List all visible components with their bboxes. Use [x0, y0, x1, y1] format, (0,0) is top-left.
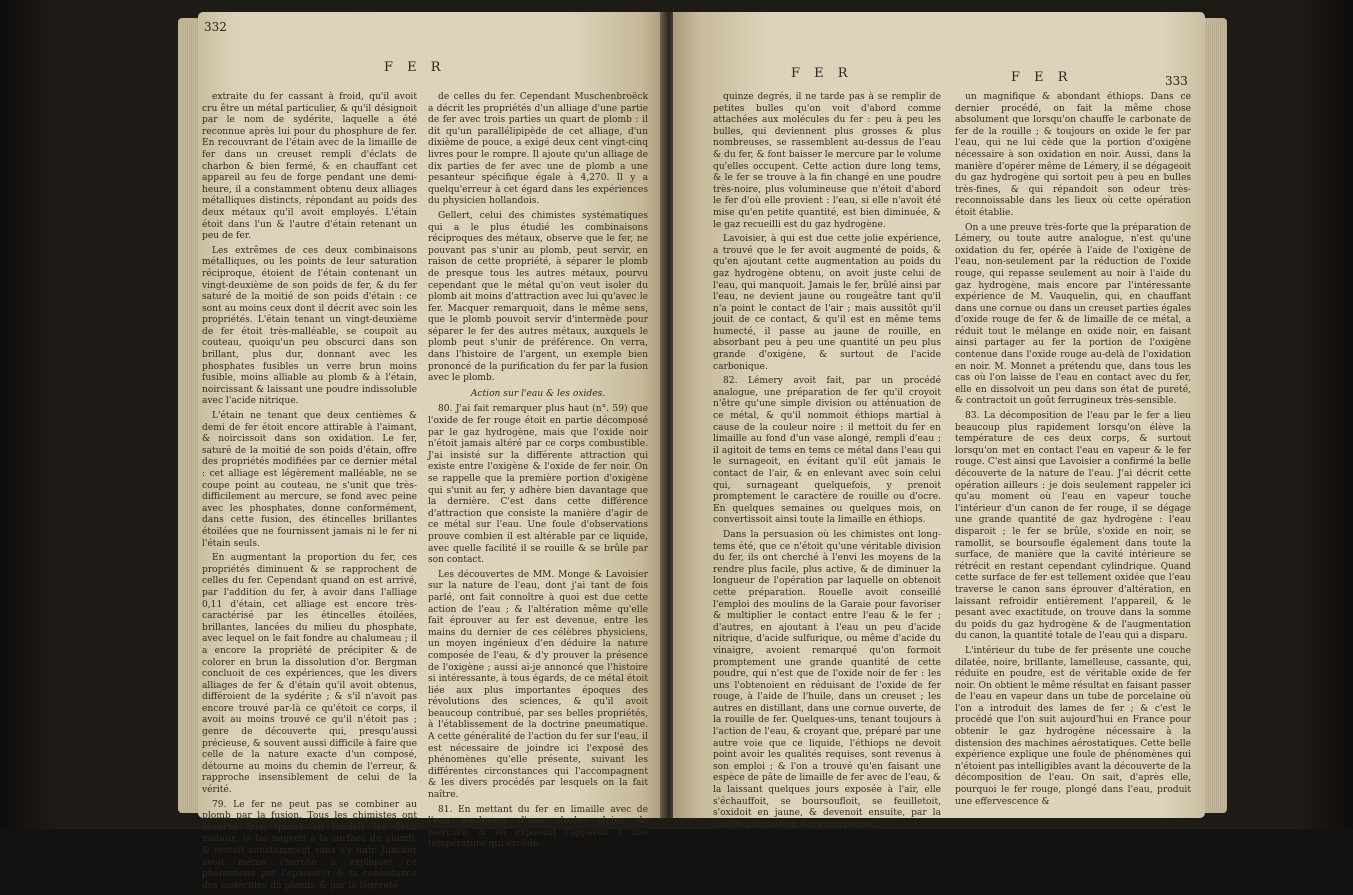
- paragraph: 82. Lémery avoit fait, par un procédé analogue, une préparation de fer qu'il croyoit n'être qu'une simple division ou atténuation de ce métal, & qu'il nommoit éthiops martial à cause de la couleur noire : il mettoit du fer en limaille au fond d'un vase alongé, rempli d'eau ; il agitoit de tems en tems ce métal dans l'eau qui le surnageoit, en évitant qu'il eût jamais le contact de l'air, & en enlevant avec soin celui qui, surnageant quelquefois, y prenoit promptement le caractère de rouille ou d'ocre. En quelques semaines ou quelques mois, on convertissoit ainsi toute la limaille en éthiops.: [713, 376, 941, 526]
- paragraph: En augmentant la proportion du fer, ces propriétés diminuent & se rapprochent de celles du fer. Cependant quand on est arrivé, par l'addition du fer, à avoir dans l'alliage 0,11 d'étain, cet alliage est encore très-caractérisé par les étincelles étoilées, brillantes, lancées du milieu du phosphate, avec lequel on le fait fondre au chalumeau ; il a encore la propriété de précipiter & de colorer en brun la dissolution d'or. Bergman concluoit de ces expériences, que les divers alliages de fer & d'étain qu'il avoit obtenus, différoient de la sydérite ; & s'il n'avoit pas encore trouvé par-là ce qu'étoit ce corps, il avoit au moins trouvé ce qu'il n'étoit pas ; genre de découverte qui, presqu'aussi précieuse, & souvent aussi difficile à faire que celle de la nature exacte d'un composé, détourne au moins du chemin de l'erreur, & rapproche insensiblement de celui de la vérité.: [202, 553, 417, 796]
- paragraph: quinze degrés, il ne tarde pas à se remplir de petites bulles qu'on voit d'abord comme attachées aux molécules du fer : peu à peu les bulles, qui deviennent plus grosses & plus nombreuses, se rassemblent au-dessus de l'eau & du fer, & font baisser le mercure par le volume qu'elles occupent. Cette action dure long tems, & le fer se trouve à la fin changé en une poudre très-noire, plus volumineuse que n'étoit d'abord le fer d'où elle provient : l'eau, si elle n'avoit été mise qu'en petite quantité, est bien diminuée, & le gaz recueilli est du gaz hydrogène.: [713, 92, 941, 230]
- right-page-number: 333: [1165, 74, 1188, 88]
- paragraph: de celles du fer. Cependant Muschenbroëck a décrit les propriétés d'un alliage d'une partie de fer avec trois parties un quart de plomb : il dit qu'un parallélipipède de cet alliage, d'un dixième de pouce, a exigé deux cent vingt-cinq livres pour le rompre. Il ajoute qu'un alliage de dix parties de fer avec une de plomb a une pesanteur spécifique égale à 4,270. Il y a quelqu'erreur à cet égard dans les expériences du physicien hollandois.: [428, 92, 648, 207]
- section-heading: Action sur l'eau & les oxides.: [470, 388, 606, 399]
- paragraph: On a une preuve très-forte que la préparation de Lémery, ou toute autre analogue, n'est qu'une oxidation du fer, opérée à l'aide de l'oxigène de l'eau, non-seulement par la réduction de l'oxide rouge, qui repasse seulement au noir à l'aide du gaz hydrogène, mais encore par l'intéressante expérience de M. Vauquelin, qui, en chauffant dans une cornue ou dans un creuset parties égales d'oxide rouge de fer & de limaille de ce métal, a réduit tout le mélange en oxide noir, en faisant ainsi partager au fer la portion de l'oxigène contenue dans l'oxide rouge au-delà de l'oxidation en noir. M. Monnet a prétendu que, dans tous les cas où l'on laisse de l'eau en contact avec du fer, elle en dissolvoit un peu dans son état de pureté, & contractoit un goût ferrugineux très-sensible.: [955, 222, 1191, 407]
- paragraph: L'intérieur du tube de fer présente une couche dilatée, noire, brillante, lamelleuse, cassante, qui, réduite en poudre, est de véritable oxide de fer noir. On obtient le même résultat en faisant passer de l'eau en vapeur dans un tube de porcelaine où l'on a introduit des lames de fer ; & c'est le procédé que l'on suit aujourd'hui en France pour obtenir le gaz hydrogène nécessaire à la distension des machines aérostatiques. Cette belle expérience explique une foule de phénomènes qui n'étoient pas intelligibles avant la découverte de la décomposition de l'eau. On sait, d'après elle, pourquoi le fer rouge, plongé dans l'eau, produit une effervescence &: [955, 645, 1191, 807]
- paragraph: Dans la persuasion où les chimistes ont long-tems été, que ce n'étoit qu'une véritable division du fer, ils ont cherché à l'envi les moyens de la rendre plus facile, plus active, & de diminuer la longueur de l'opération par laquelle on obtenoit cette préparation. Rouelle avoit conseillé l'emploi des moulins de la Garaie pour favoriser & multiplier le contact entre l'eau & le fer ; d'autres, en ajoutant à l'eau un peu d'acide nitrique, d'acide sulfurique, ou même d'acide du vinaigre, avoient remarqué qu'on formoit promptement une grande quantité de cette poudre, qui n'est que de l'oxide noir de fer : les uns l'obtenoient en réduisant de l'oxide de fer rouge, à l'aide de l'huile, dans un creuset ; les autres en distillant, dans une cornue ouverte, de la rouille de fer. Quelques-uns, tenant toujours à l'action de l'eau, & croyant que, préparé par une autre voie que ce liquide, l'éthiops ne devoit point avoir les qualités requises, sont revenus à son emploi ; & l'on a trouvé qu'en faisant une espèce de pâte de limaille de fer avec de l'eau, & la laissant quelques jours exposée à l'air, elle s'échauffoit, se boursoufloit, se feuilletoit, s'oxidoit en jaune, & devenoit ensuite, par la simple calcination dans un creuset,: [713, 529, 941, 830]
- right-page: [673, 12, 1205, 830]
- right-running-head: F E R: [1011, 70, 1073, 85]
- paragraph: Les découvertes de MM. Monge & Lavoisier sur la nature de l'eau, dont j'ai tant de fois parlé, ont fait connoître à quoi est due cette action de l'eau ; & l'altération même qu'elle fait éprouver au fer est devenue, entre les mains du dernier de ces célèbres physiciens, un moyen ingénieux d'en déduire la nature composée de l'eau, & d'y prouver la présence de l'oxigène ; aussi ai-je annoncé que l'histoire si intéressante, à tous égards, de ce métal étoit liée aux plus importantes époques des révolutions des sciences, & qu'il avoit beaucoup contribué, par ses belles propriétés, à l'établissement de la doctrine pneumatique. A cette généralité de l'action du fer sur l'eau, il est nécessaire de joindre ici l'exposé des phénomènes qu'elle présente, suivant les différentes circonstances qui l'accompagnent & les divers procédés par lesquels on la fait naître.: [428, 569, 648, 801]
- right-column-b: [955, 92, 1191, 811]
- left-page-number: 332: [204, 20, 227, 34]
- left-running-head: F E R: [384, 60, 446, 75]
- paragraph: 81. En mettant du fer en limaille avec de l'eau au-dessus d'une cloche pleine de mercure, & en exposant l'appareil à une température qui excède: [428, 804, 648, 850]
- paragraph: extraite du fer cassant à froid, qu'il avoit cru être un métal particulier, & qu'il désignoit par le nom de sydérite, laquelle a été reconnue après lui pour du phosphure de fer. En recouvrant de l'étain avec de la limaille de fer dans un creuset rempli d'éclats de charbon & bien fermé, & en chauffant cet appareil au feu de forge pendant une demi-heure, il a constamment obtenu deux alliages métalliques distincts, répondant au poids des deux métaux qu'il avoit employés. L'étain étoit dans l'un & l'autre d'étain retenant un peu de fer.: [202, 92, 417, 242]
- right-column-a: [713, 92, 941, 834]
- paragraph: 80. J'ai fait remarquer plus haut (n°. 59) que l'oxide de fer rouge étoit en partie décomposé par le gaz hydrogène, mais que l'oxide noir n'étoit jamais altéré par ce corps combustible. J'ai insisté sur la différente attraction qui existe entre l'oxigène & l'oxide de fer noir. On se rappelle que la première portion d'oxigène qui s'unit au fer, y adhère bien davantage que la dernière. C'est dans cette différence d'attraction que consiste la manière d'agir de ce métal sur l'eau. Une foule d'observations prouve combien il est altérable par ce liquide, avec quelle facilité il se rouille & se brûle par son contact.: [428, 404, 648, 566]
- paragraph: L'étain ne tenant que deux centièmes & demi de fer étoit encore attirable à l'aimant, & noircissoit dans son oxidation. Le fer, saturé de la moitié de son poids d'étain, offre des propriétés modifiées par ce dernier métal : cet alliage est légèrement malléable, ne se coupe point au couteau, ne s'unit que très-difficilement au mercure, se fond avec peine avec les phosphates, donne conformément, dans cette fusion, des étincelles brillantes étoilées que ne fournissent jamais ni le fer ni l'étain seuls.: [202, 411, 417, 549]
- left-column-a: [202, 92, 417, 895]
- paragraph: un magnifique & abondant éthiops. Dans ce dernier procédé, on fait la même chose absolument que lorsqu'on chauffe le carbonate de fer de la rouille ; & toujours on oxide le fer par l'eau, qui ne lui cède que la portion d'oxigène nécessaire à son oxidation en noir. Aussi, dans la manière d'opérer même de Lémery, il se dégageoit du gaz hydrogène qui sortoit peu à peu en bulles très-fines, & qui répandoit son odeur très-reconnoissable dans les lieux où cette opération étoit établie.: [955, 92, 1191, 218]
- right-page-edges: [1203, 18, 1227, 813]
- left-page-edges: [178, 18, 200, 813]
- left-column-b: [428, 92, 648, 854]
- paragraph: 83. La décomposition de l'eau par le fer a lieu beaucoup plus rapidement lorsqu'on élève la température de ces deux corps, & surtout lorsqu'on met en contact l'eau en vapeur & le fer rouge. C'est ainsi que Lavoisier a confirmé la belle découverte de la nature de l'eau. J'ai décrit cette opération ailleurs : je dois seulement rappeler ici qu'au moment où l'eau en vapeur touche l'intérieur d'un canon de fer rouge, il se dégage une grande quantité de gaz hydrogène : l'eau disparoit ; le fer se brûle, s'oxide en noir, se ramollit, se boursoufle également dans toute la surface, de manière que la cavité intérieure se rétrécit en restant cependant cylindrique. Quand cette surface de fer est tellement oxidée que l'eau traverse le canon sans éprouver d'altération, en laissant refroidir entièrement l'appareil, & le pesant avec exactitude, on trouve dans la somme du poids du gaz hydrogène & de l'augmentation du canon, la quantité totale de l'eau qui a disparu.: [955, 411, 1191, 642]
- paragraph: Lavoisier, à qui est due cette jolie expérience, a trouvé que le fer avoit augmenté de poids, & qu'en ajoutant cette augmentation au poids du gaz hydrogène obtenu, on avoit juste celui de l'eau, qui manquoit. Jamais le fer, brûlé ainsi par l'eau, ne devient jaune ou rougeâtre tant qu'il n'a point le contact de l'air ; mais aussitôt qu'il jouit de ce contact, & qu'il est en même tems humecté, il passe au jaune de rouille, en absorbant peu à peu une quantité un peu plus grande d'oxigène, & surtout de l'acide carbonique.: [713, 234, 941, 372]
- left-page: [198, 12, 665, 891]
- paragraph: 79. Le fer ne peut pas se combiner au plomb par la fusion. Tous les chimistes ont observé que, quand on fondoit les deux métaux, le fer nageoit à la surface du plomb, & restoit constamment sans s'y unir. Juncker avoit même cherché à expliquer ce phénomène par l'épaisseur & la consistance des molécules du plomb, & par la légèreté: [202, 799, 417, 891]
- right-running-head-left: F E R: [791, 66, 853, 81]
- paragraph: Gellert, celui des chimistes systématiques qui a le plus étudié les combinaisons réciproques des métaux, observe que le fer, ne pouvant pas s'unir au plomb, peut servir, en raison de cette propriété, à séparer le plomb de presque tous les autres métaux, pourvu cependant que le métal qu'on veut isoler du plomb ait moins d'attraction avec lui qu'avec le fer. Macquer remarquoit, dans le même sens, que le plomb pouvoit servir d'intermède pour séparer le fer des autres métaux, auxquels le plomb peut s'unir de préférence. On verra, dans l'histoire de l'argent, un exemple bien prononcé de la purification du fer par la fusion avec le plomb.: [428, 210, 648, 384]
- paragraph: Les extrêmes de ces deux combinaisons métalliques, ou les points de leur saturation réciproque, étoient de l'étain contenant un vingt-deuxième de son poids de fer, & du fer saturé de la moitié de son poids d'étain : ce sont au moins ceux dont il décrit avec soin les propriétés. L'étain tenant un vingt-deuxième de fer étoit très-malléable, se coupoit au couteau, quoiqu'un peu obscurci dans son brillant, plus dur, donnant avec les phosphates fusibles un verre brun moins fusible, moins alliable au plomb & à l'étain, noircissant & laissant une poudre indissoluble avec l'acide nitrique.: [202, 245, 417, 407]
